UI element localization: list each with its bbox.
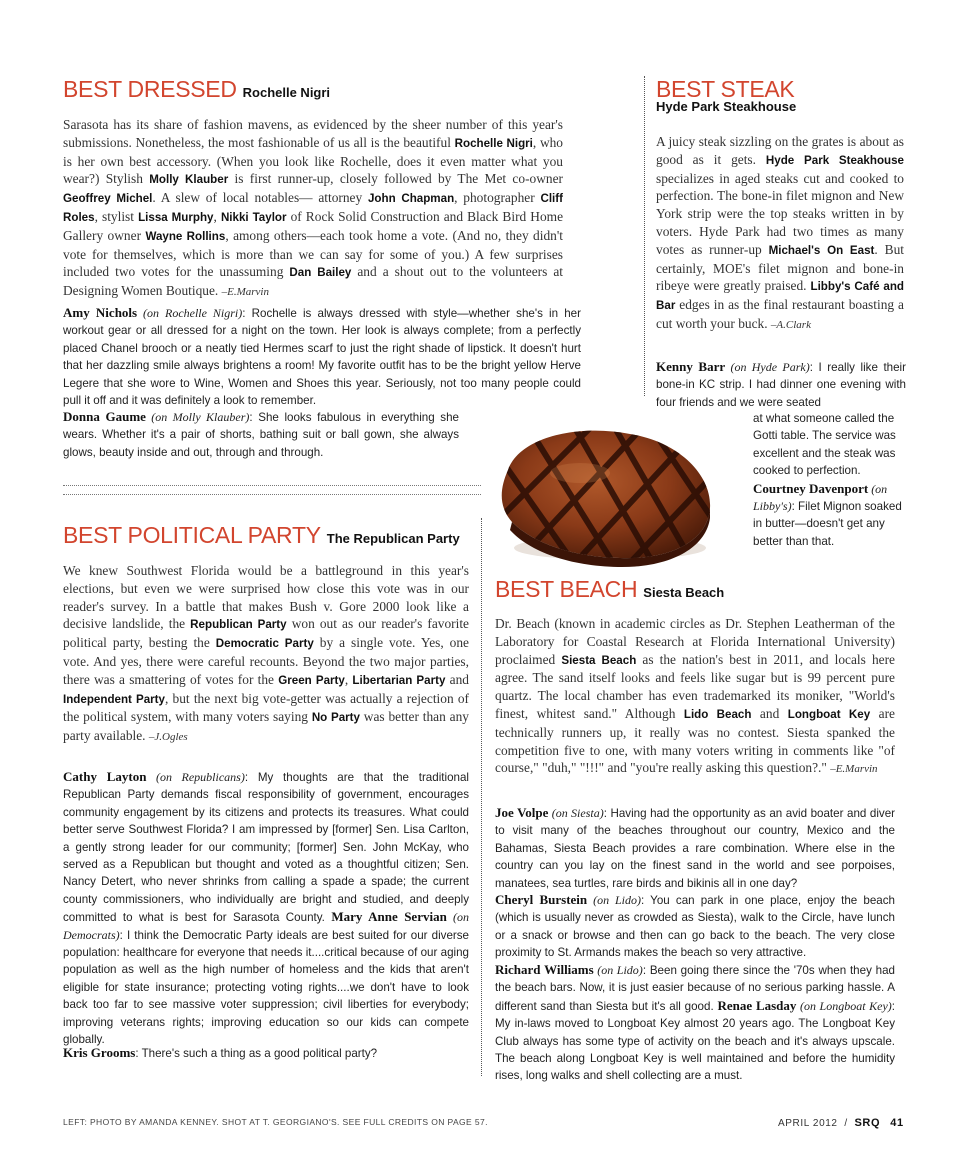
photo-credit: LEFT: PHOTO BY AMANDA KENNEY. SHOT AT T. GEORGIANO'S. SEE FULL CREDITS ON PAGE 57. bbox=[63, 1117, 488, 1127]
text-run: . A slew of local notables— attorney bbox=[152, 190, 368, 206]
best-political-party-quote-1 bbox=[63, 768, 469, 1049]
best-steak-quote-top bbox=[656, 358, 906, 411]
magazine-name: SRQ bbox=[854, 1117, 881, 1129]
bold-name: Republican Party bbox=[190, 618, 287, 632]
text-run: , bbox=[213, 208, 221, 224]
text-run: : Having had the opportunity as an avid boater and diver to visit many of the beaches throughout our country, Mexico and the Bahamas, Siesta Beach provides a rare combination. Where else in the country can you lay on the finest sand in the world and see porpoises, manatees, sea turtles, rare birds and bikinis all in one day? bbox=[495, 807, 896, 890]
text-run: , who is her own best accessory. (When you look like Rochelle, does it even matter what you wear?) Stylish bbox=[63, 134, 563, 187]
text-run: , bbox=[344, 671, 353, 687]
bold-name: Dan Bailey bbox=[289, 266, 352, 280]
best-dressed-body bbox=[63, 116, 563, 302]
text-run: , but the next big vote-getter was actually a rejection of the political system, with many voters saying bbox=[63, 690, 469, 725]
quote-author: Courtney Davenport bbox=[753, 480, 869, 496]
bold-name: Hyde Park Steakhouse bbox=[765, 153, 905, 167]
text-run: of Rock Solid Construction and Black Bird Home Gallery owner bbox=[63, 208, 564, 243]
text-run: specializes in aged steaks cut and cooked to perfection. The bone-in filet mignon and New York strip were the top steaks written in by voters. Hyde Park had two times as many votes as runner-up bbox=[656, 170, 904, 257]
bold-name: Siesta Beach bbox=[561, 653, 637, 667]
text-run: Sarasota has its share of fashion mavens, as evidenced by the sheer number of this year's submissions. Nonetheless, the most fashionable of us all is the beautiful bbox=[63, 117, 563, 150]
bold-name: Molly Klauber bbox=[149, 173, 229, 187]
bold-name: Libertarian Party bbox=[352, 673, 446, 687]
bold-name: Rochelle Nigri bbox=[454, 136, 533, 150]
text-run: : Rochelle is always dressed with style—whether she's in her workout gear or all dressed for a night on the town. Her look is always complete; from a perfectly placed Chanel brooch or a neatly tied Hermes scarf to just the right shade of lipstick. It doesn't hurt that her dazzling smile always brightens a room! My favorite outfit has to be the bright yellow Herve Legere that she wore to Wine, Women and Shoes this year. Seriously, not too many people could pull it off and it was definitely a look to remember. bbox=[63, 307, 581, 408]
issue-date: APRIL 2012 bbox=[778, 1118, 838, 1129]
bold-name: Democratic Party bbox=[215, 637, 314, 651]
text-run: Dr. Beach (known in academic circles as Dr. Stephen Leatherman of the Laboratory for Coastal Research at Florida International University) proclaimed bbox=[495, 616, 895, 667]
text-run: by a single vote. Yes, one vote. And yes, there were careful recounts. Beyond the two major parties, there was a smattering of votes for the bbox=[63, 635, 469, 687]
column-rule-right bbox=[644, 76, 645, 396]
quote-subject: (on Lido) bbox=[593, 963, 643, 977]
author-signature: –E.Marvin bbox=[830, 763, 878, 776]
category-title: BEST DRESSED bbox=[63, 76, 237, 102]
author-signature: –A.Clark bbox=[770, 318, 811, 331]
best-beach-quote-1 bbox=[495, 804, 895, 892]
best-political-party-heading bbox=[63, 522, 460, 549]
winner-name: Siesta Beach bbox=[643, 585, 725, 600]
best-steak-body bbox=[656, 133, 904, 335]
quote-subject: (on Longboat Key) bbox=[796, 998, 892, 1013]
text-run: and bbox=[445, 671, 469, 687]
text-run: : My in-laws moved to Longboat Key almost 20 years ago. The Longboat Key Club always has some type of activity on the beach and it's always upscale. The beach along Longboat Key is well maintained and before the humidity rises, long walks and shell collecting are a must. bbox=[495, 999, 896, 1083]
text-run: , photographer bbox=[454, 190, 541, 206]
bold-name: Independent Party bbox=[63, 692, 165, 706]
quote-author: Richard Williams bbox=[495, 962, 594, 977]
text-run: , stylist bbox=[94, 208, 139, 224]
text-run: edges in as the final restaurant boasting a cut worth your buck. bbox=[656, 297, 904, 331]
quote-author: Kenny Barr bbox=[656, 359, 726, 374]
text-run: and bbox=[751, 705, 788, 721]
text-run: at what someone called the Gotti table. The service was excellent and the steak was cooked to perfection. bbox=[753, 412, 896, 478]
quote-author: Donna Gaume bbox=[63, 409, 146, 424]
best-dressed-quote-2 bbox=[63, 408, 459, 461]
quote-subject: (on Republicans) bbox=[146, 770, 245, 784]
text-run: We knew Southwest Florida would be a battleground in this year's elections, but even we were surprised how close this vote was in our reader's survey. In a battle that makes Bush v. Gore 2000 look like a decisive landslide, the bbox=[63, 563, 469, 632]
text-run: and a shout out to the volunteers at Designing Women Boutique. bbox=[63, 264, 563, 299]
text-run: : There's such a thing as a good political party? bbox=[135, 1047, 378, 1060]
quote-author: Cathy Layton bbox=[63, 769, 147, 784]
text-run: : Been going there since the '70s when they had the beach bars. Now, it is just easier because of no serious parking hassle. A different sand than Siesta but it's all good. bbox=[495, 964, 895, 1013]
category-title: BEST BEACH bbox=[495, 576, 638, 602]
quote-subject: (on Libby's) bbox=[753, 481, 888, 514]
winner-name: The Republican Party bbox=[326, 531, 460, 546]
winner-name: Rochelle Nigri bbox=[242, 85, 331, 100]
quote-author: Mary Anne Servian bbox=[331, 909, 447, 925]
best-beach-quote-2 bbox=[495, 891, 895, 962]
best-beach-heading bbox=[495, 576, 724, 603]
quote-subject: (on Molly Klauber) bbox=[145, 410, 250, 424]
best-dressed-heading bbox=[63, 76, 330, 103]
text-run: won out as our reader's favorite political party, besting the bbox=[63, 616, 469, 651]
text-run: are technically runners up, it really was no contest. Siesta spanked the competition five to one, with many voters writing in comments like "of course," "duh," "!!!" and "you're really asking this question?." bbox=[495, 705, 895, 776]
bold-name: Nikki Taylor bbox=[220, 210, 287, 224]
text-run: : I really like their bone-in KC strip. I had dinner one evening with four friends and we were seated bbox=[656, 361, 906, 409]
bold-name: John Chapman bbox=[367, 192, 455, 206]
bold-name: Lido Beach bbox=[683, 707, 752, 721]
category-title: BEST STEAK bbox=[656, 76, 795, 102]
best-political-party-quote-2 bbox=[63, 1044, 469, 1062]
text-run: : I think the Democratic Party ideals are best suited for our diverse population: healthcare for everyone that needs it....critical because of our aging population as well as the high number of homeless and the kids that aren't eligible for state insurance; protecting voting rights....we don't have to look back too far to see massive voter suppression; civil liberties for everybody; improving veterans rights; improving education so our kids can compete globally. bbox=[63, 928, 469, 1047]
quote-subject: (on Siesta) bbox=[548, 806, 604, 820]
bold-name: Libby's Café and Bar bbox=[656, 280, 904, 313]
bold-name: Geoffrey Michel bbox=[63, 192, 153, 206]
text-run: : She looks fabulous in everything she wears. Whether it's a pair of shorts, bathing suit or ball gown, she always glows, beauty inside and out, through and through. bbox=[63, 411, 459, 459]
text-run: as the nation's best in 2011, and locals here agree. The sand itself looks and feels like sugar but is 99 percent pure quartz. The local chamber has even trademarked its moniker, "World's finest, whitest sand." Although bbox=[495, 651, 895, 721]
folio-separator: / bbox=[844, 1118, 848, 1129]
text-run: was better than any party available. bbox=[63, 709, 469, 744]
page-number: 41 bbox=[890, 1117, 904, 1129]
quote-subject: (on Lido) bbox=[587, 893, 642, 907]
quote-author: Amy Nichols bbox=[63, 305, 138, 320]
text-run: A juicy steak sizzling on the grates is about as good as it gets. bbox=[656, 134, 904, 167]
quote-subject: (on Hyde Park) bbox=[725, 360, 810, 374]
column-rule-left bbox=[481, 518, 482, 1076]
text-run: : You can park in one place, enjoy the beach (which is usually never as crowded as Siesta), walk to the Circle, have lunch or a snack or browse and then can go back to the beach. The very close proximity to St. Armands makes the beach so very attractive. bbox=[495, 894, 895, 960]
best-beach-body bbox=[495, 615, 895, 779]
steak-image bbox=[490, 418, 722, 568]
bold-name: Longboat Key bbox=[787, 707, 871, 721]
author-signature: –E.Marvin bbox=[221, 286, 269, 299]
best-beach-quote-3 bbox=[495, 961, 895, 1085]
text-run: is first runner-up, closely followed by The Met co-owner bbox=[228, 171, 563, 187]
quote-author: Kris Grooms bbox=[63, 1045, 136, 1060]
bold-name: Wayne Rollins bbox=[145, 229, 226, 243]
bold-name: Cliff Roles bbox=[63, 192, 563, 224]
bold-name: No Party bbox=[311, 711, 360, 725]
quote-author: Renae Lasday bbox=[717, 997, 797, 1013]
text-run: : My thoughts are that the traditional Republican Party demands fiscal responsibility of government, encourages community engagement by its citizens and protects its treasures. What could better serve Southwest Florida? I am impressed by [former] Sen. Lisa Carlton, a gently strong leader for our community; [former] Sen. John McKay, who served as a Republican but thought and voted as a thoughtful citizen; Sen. Nancy Detert, who never shrinks from calling a spade a spade; the current county commissioners, who individually are bright and studied, and deeply committed to what is best for Sarasota County. bbox=[63, 771, 469, 925]
quote-subject: (on Democrats) bbox=[63, 910, 470, 942]
best-political-party-body bbox=[63, 562, 469, 747]
bold-name: Michael's On East bbox=[768, 243, 875, 257]
text-run: . But certainly, MOE's filet mignon and bone-in ribeye were greatly praised. bbox=[656, 241, 904, 294]
bold-name: Lissa Murphy bbox=[138, 210, 214, 224]
best-steak-quote-side bbox=[753, 410, 905, 550]
folio bbox=[778, 1117, 904, 1129]
text-run: : Filet Mignon soaked in butter—doesn't get any better than that. bbox=[753, 500, 902, 548]
quote-author: Joe Volpe bbox=[495, 805, 549, 820]
section-divider bbox=[63, 485, 481, 495]
author-signature: –J.Ogles bbox=[148, 731, 188, 744]
text-run: , among others—each took home a vote. (And no, they didn't vote for themselves, which is more than we can say for some of you.) A few surprises included two votes for the unassuming bbox=[63, 227, 563, 280]
bold-name: Green Party bbox=[278, 673, 345, 687]
quote-subject: (on Rochelle Nigri) bbox=[137, 306, 243, 320]
category-title: BEST POLITICAL PARTY bbox=[63, 522, 321, 548]
winner-name: Hyde Park Steakhouse bbox=[656, 99, 797, 114]
best-dressed-quote-1 bbox=[63, 304, 581, 409]
quote-author: Cheryl Burstein bbox=[495, 892, 588, 907]
